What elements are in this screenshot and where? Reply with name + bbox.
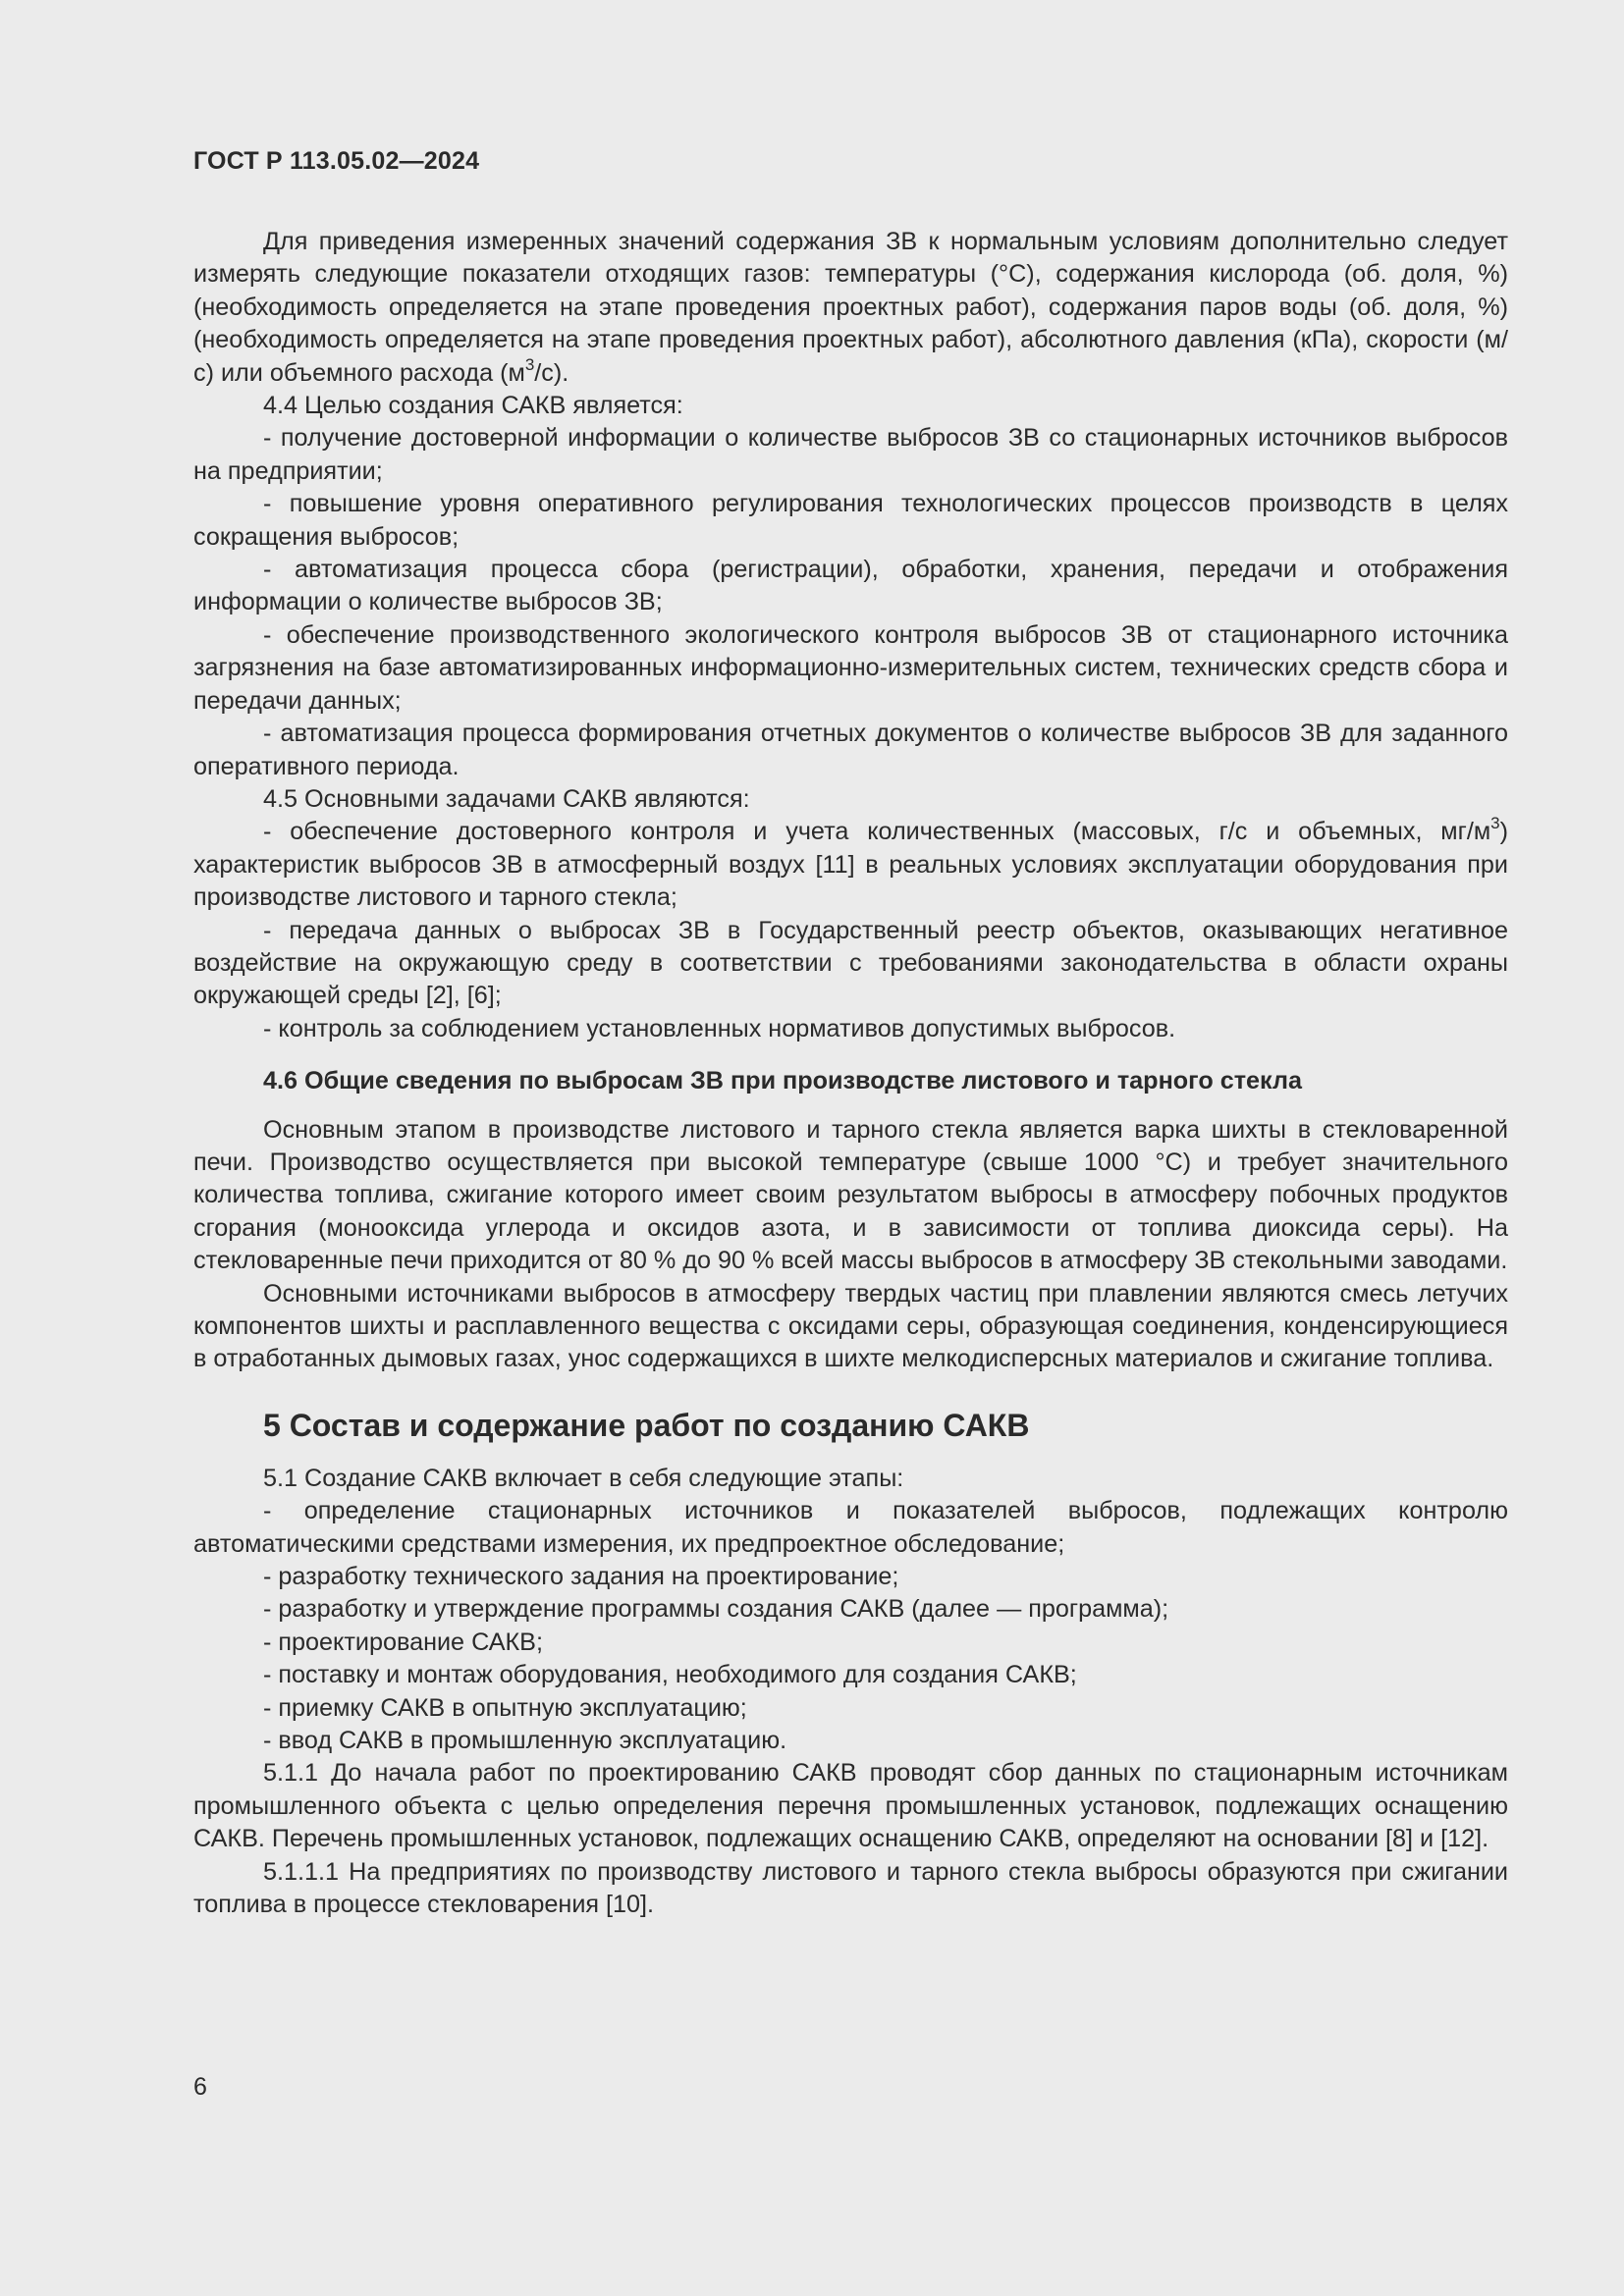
paragraph	[193, 1495, 1508, 1561]
paragraph	[193, 1659, 1508, 1691]
document-body	[193, 226, 1508, 1922]
paragraph	[193, 1856, 1508, 1922]
text-run: 5 Состав и содержание работ по созданию САКВ	[263, 1407, 1030, 1443]
paragraph	[193, 226, 1508, 390]
standard-designation: ГОСТ Р 113.05.02—2024	[193, 147, 480, 175]
text-run: - повышение уровня оперативного регулирования технологических процессов производств в целях сокращения выбросов;	[193, 490, 1508, 551]
text-run: 4.6 Общие сведения по выбросам ЗВ при производстве листового и тарного стекла	[263, 1067, 1302, 1095]
paragraph	[193, 488, 1508, 554]
text-run: - проектирование САКВ;	[263, 1628, 543, 1656]
text-run: - обеспечение достоверного контроля и учета количественных (массовых, г/с и объемных, мг/м	[263, 818, 1491, 846]
superscript: 3	[1490, 814, 1500, 833]
paragraph	[193, 1463, 1508, 1495]
text-run: - определение стационарных источников и показателей выбросов, подлежащих контролю автоматическими средствами измерения, их предпроектное обследование;	[193, 1497, 1508, 1558]
text-run: - разработку технического задания на проектирование;	[263, 1563, 899, 1591]
text-run: - разработку и утверждение программы создания САКВ (далее — программа);	[263, 1595, 1169, 1624]
text-run: - автоматизация процесса формирования отчетных документов о количестве выбросов ЗВ для заданного оперативного периода.	[193, 720, 1508, 780]
text-run: - получение достоверной информации о количестве выбросов ЗВ со стационарных источников выбросов на предприятии;	[193, 424, 1508, 485]
paragraph	[193, 1114, 1508, 1278]
paragraph	[193, 1561, 1508, 1593]
paragraph	[193, 1013, 1508, 1045]
text-run: - контроль за соблюдением установленных нормативов допустимых выбросов.	[263, 1014, 1176, 1042]
paragraph	[193, 390, 1508, 422]
text-run: 5.1.1 До начала работ по проектированию САКВ проводят сбор данных по стационарным источникам промышленного объекта с целью определения перечня промышленных установок, подлежащих оснащению САКВ. Перечень промышленных установок, подлежащих оснащению САКВ, определяют на основании [8] и [12].	[193, 1759, 1508, 1853]
text-run: - ввод САКВ в промышленную эксплуатацию.	[263, 1727, 787, 1755]
text-run: /с).	[534, 358, 569, 387]
paragraph	[193, 1627, 1508, 1659]
superscript: 3	[524, 354, 535, 374]
paragraph	[193, 783, 1508, 816]
text-run: 5.1.1.1 На предприятиях по производству листового и тарного стекла выбросы образуются при сжигании топлива в процессе стекловарения [10].	[193, 1857, 1508, 1919]
paragraph	[193, 1692, 1508, 1725]
section-heading	[193, 1406, 1508, 1445]
text-run: - приемку САКВ в опытную эксплуатацию;	[263, 1693, 747, 1722]
text-run: Основными источниками выбросов в атмосферу твердых частиц при плавлении являются смесь летучих компонентов шихты и расплавленного вещества с оксидами серы, образующая соединения, конденсирующиеся в отработанных дымовых газах, унос содержащихся в шихте мелкодисперсных материалов и сжигание топлива.	[193, 1279, 1508, 1373]
text-run: 4.5 Основными задачами САКВ являются:	[263, 784, 750, 813]
text-run: - поставку и монтаж оборудования, необходимого для создания САКВ;	[263, 1661, 1077, 1689]
text-run: ) характеристик выбросов ЗВ в атмосферный воздух [11] в реальных условиях эксплуатации оборудования при производстве листового и тарного стекла;	[193, 818, 1508, 912]
text-run: Для приведения измеренных значений содержания ЗВ к нормальным условиям дополнительно следует измерять следующие показатели отходящих газов: температуры (°С), содержания кислорода (об. доля, %) (необходимость определяется на этапе проведения проектных работ), содержания паров воды (об. доля, %) (необходимость определяется на этапе проведения проектных работ), абсолютного давления (кПа), скорости (м/с) или объемного расхода (м	[193, 228, 1508, 387]
text-run: Основным этапом в производстве листового и тарного стекла является варка шихты в стекловаренной печи. Производство осуществляется при высокой температуре (свыше 1000 °С) и требует значительного количества топлива, сжигание которого имеет своим результатом выбросы в атмосферу побочных продуктов сгорания (монооксида углерода и оксидов азота, и в зависимости от топлива диоксида серы). На стекловаренные печи приходится от 80 % до 90 % всей массы выбросов в атмосферу ЗВ стекольными заводами.	[193, 1115, 1508, 1275]
paragraph	[193, 915, 1508, 1013]
paragraph	[193, 554, 1508, 619]
paragraph	[193, 718, 1508, 783]
paragraph	[193, 1278, 1508, 1376]
subsection-heading	[193, 1065, 1508, 1097]
paragraph	[193, 619, 1508, 718]
paragraph	[193, 1593, 1508, 1626]
paragraph	[193, 816, 1508, 914]
paragraph	[193, 1757, 1508, 1855]
page-number: 6	[193, 2073, 207, 2101]
paragraph	[193, 422, 1508, 488]
paragraph	[193, 1725, 1508, 1757]
text-run: - передача данных о выбросах ЗВ в Государственный реестр объектов, оказывающих негативное воздействие на окружающую среду в соответствии с требованиями законодательства в области охраны окружающей среды [2], [6];	[193, 916, 1508, 1010]
text-run: 5.1 Создание САКВ включает в себя следующие этапы:	[263, 1464, 904, 1492]
text-run: 4.4 Целью создания САКВ является:	[263, 392, 683, 420]
text-run: - автоматизация процесса сбора (регистрации), обработки, хранения, передачи и отображения информации о количестве выбросов ЗВ;	[193, 556, 1508, 616]
text-run: - обеспечение производственного экологического контроля выбросов ЗВ от стационарного источника загрязнения на базе автоматизированных информационно-измерительных систем, технических средств сбора и передачи данных;	[193, 620, 1508, 715]
